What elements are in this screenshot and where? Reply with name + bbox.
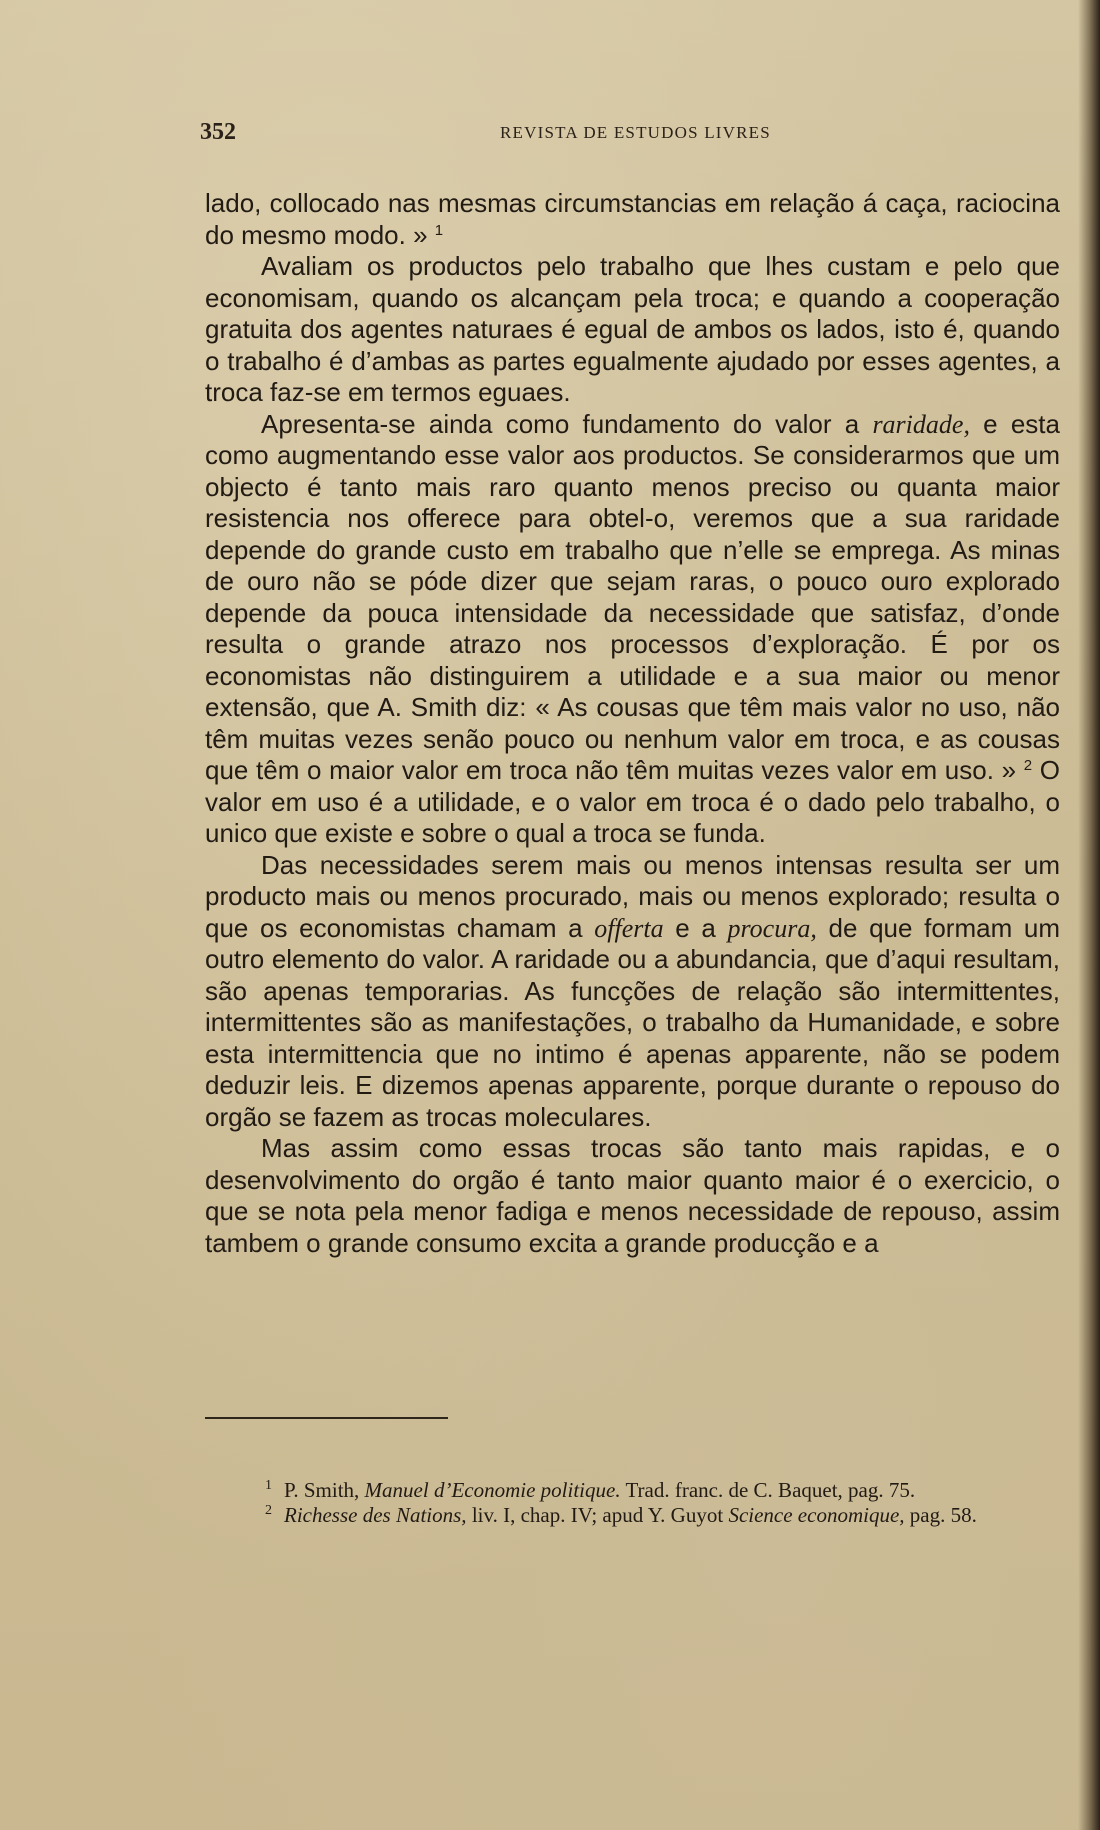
footnote-ref-1: 1 xyxy=(434,221,444,239)
footnote-1-title: Manuel d’Economie politique. xyxy=(364,1478,621,1502)
paragraph-4 xyxy=(205,850,1060,1134)
footnote-2-rest: pag. 58. xyxy=(904,1503,977,1527)
footnote-ref-2: 2 xyxy=(1023,757,1033,774)
footnote-divider xyxy=(205,1417,448,1419)
footnote-2-mid: liv. I, chap. IV; apud Y. Guyot xyxy=(466,1503,729,1527)
paragraph-4-part-c: de que formam um outro elemento do valor. A raridade ou a abundancia, que d’aqui resultam, são apenas temporarias. As funcções de relação são intermittentes, intermittentes são as manifestações, o trabalho da Humanidade, e sobre esta intermittencia que no intimo é apenas apparente, não se podem deduzir leis. E dizemos apenas apparente, porque durante o repouso do orgão se fazem as trocas moleculares. xyxy=(205,912,1061,1132)
paragraph-4-emphasis-offerta: offerta xyxy=(594,913,664,943)
footnote-1-number: 1 xyxy=(265,1478,272,1493)
paragraph-1 xyxy=(205,188,1060,251)
body-text xyxy=(205,188,1060,1259)
paragraph-3 xyxy=(205,409,1060,850)
footnote-2-title: Richesse des Nations, xyxy=(284,1503,467,1527)
book-spine-shadow xyxy=(1078,0,1100,1830)
page-number: 352 xyxy=(200,119,236,145)
paragraph-3-part-c: O valor em uso é a utilidade, e o valor em troca é o dado pelo trabalho, o unico que existe e sobre o qual a troca se funda. xyxy=(205,755,1060,848)
paragraph-4-part-a: Das necessidades serem mais ou menos intensas resulta ser um producto mais ou menos procurado, mais ou menos explorado; resulta o que os economistas chamam a xyxy=(205,849,1060,943)
footnote-2-title-2: Science economique, xyxy=(728,1503,905,1527)
paragraph-2: Avaliam os productos pelo trabalho que lhes custam e pelo que economisam, quando os alcançam pela troca; e quando a cooperação gratuita dos agentes naturaes é egual de ambos os lados, isto é, quando o trabalho é d’ambas as partes egualmente ajudado por esses agentes, a troca faz-se em termos eguaes. xyxy=(205,251,1060,407)
paragraph-5: Mas assim como essas trocas são tanto mais rapidas, e o desenvolvimento do orgão é tanto maior quanto maior é o exercicio, o que se nota pela menor fadiga e menos necessidade de repouso, assim tambem o grande consumo excita a grande producção e a xyxy=(205,1133,1060,1258)
footnote-1-author: P. Smith, xyxy=(284,1478,365,1502)
paragraph-4-emphasis-procura: procura, xyxy=(727,913,817,943)
paragraph-4-part-b: e a xyxy=(663,912,728,943)
paragraph-3-part-b: e esta como augmentando esse valor aos productos. Se considerarmos que um objecto é tanto mais raro quanto menos preciso ou quanta maior resistencia nos offerece para obtel-o, veremos que a sua raridade depende do grande custo em trabalho que n’elle se emprega. As minas de ouro não se póde dizer que sejam raras, o pouco ouro explorado depende da pouca intensidade da necessidade que satisfaz, d’onde resulta o grande atrazo nos processos d’exploração. É por os economistas não distinguirem a utilidade e a sua maior ou menor extensão, que A. Smith diz: « As cousas que têm mais valor no uso, não têm muitas vezes senão pouco ou nenhum valor em troca, e as cousas que têm o maior valor em troca não têm muitas vezes valor em uso. » xyxy=(205,408,1060,785)
footnote-1-rest: Trad. franc. de C. Baquet, pag. 75. xyxy=(620,1478,916,1502)
running-head: REVISTA DE ESTUDOS LIVRES xyxy=(500,123,771,142)
footnote-2 xyxy=(205,1503,1060,1528)
page-header xyxy=(200,119,1060,149)
paragraph-3-emphasis-raridade: raridade, xyxy=(872,409,970,439)
footnote-2-number: 2 xyxy=(265,1503,272,1518)
footnote-1 xyxy=(205,1478,1060,1503)
paragraph-3-part-a: Apresenta-se ainda como fundamento do valor a xyxy=(261,408,873,439)
paragraph-1-text: lado, collocado nas mesmas circumstancias em relação á caça, raciocina do mesmo modo. » xyxy=(205,188,1060,250)
footnotes xyxy=(205,1478,1060,1528)
